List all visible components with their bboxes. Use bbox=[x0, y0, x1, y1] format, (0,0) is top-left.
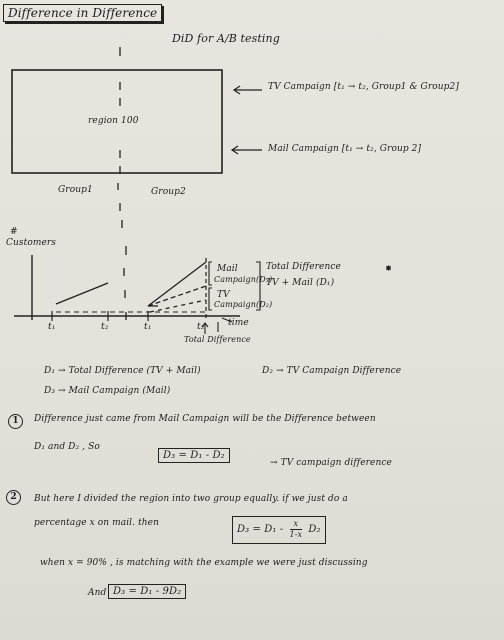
group2-label: Group2 bbox=[151, 187, 186, 197]
sparkle-mark bbox=[386, 266, 391, 271]
page-subtitle: DiD for A/B testing bbox=[172, 32, 280, 45]
definition-d1: D₁ → Total Difference (TV + Mail) bbox=[44, 366, 201, 376]
annotation-tv-campaign: Campaign(D₂) bbox=[214, 300, 273, 309]
point2-fraction bbox=[290, 519, 303, 540]
point1-formula: D₃ = D₁ - D₂ bbox=[158, 448, 230, 463]
tv-campaign-note: TV Campaign [t₁ → t₂, Group1 & Group2] bbox=[268, 82, 459, 92]
definition-d2: D₂ → TV Campaign Difference bbox=[262, 366, 402, 376]
point2-frac-num: x bbox=[290, 519, 303, 530]
point2-formula-right: D₂ bbox=[308, 524, 321, 535]
annotation-mail-campaign: Campaign(D₃) bbox=[214, 275, 273, 284]
group2-lines bbox=[148, 262, 206, 312]
total-difference-label: Total Difference bbox=[184, 335, 251, 344]
region-label: region 100 bbox=[88, 116, 139, 126]
tick-label-t1-group1: t₁ bbox=[48, 322, 56, 332]
group-divider-line bbox=[118, 47, 126, 320]
tick-label-t2-group1: t₂ bbox=[101, 322, 109, 332]
tv-plus-mail-label: TV + Mail (D₁) bbox=[266, 278, 335, 288]
mail-campaign-note: Mail Campaign [t₁ → t₂, Group 2] bbox=[268, 144, 422, 154]
annotation-mail-prefix: Mail bbox=[217, 264, 238, 274]
total-difference-heading: Total Difference bbox=[266, 262, 341, 272]
tick-label-t2-group2: t₂ bbox=[197, 322, 205, 332]
point1-text-line2: D₁ and D₂ , So bbox=[34, 442, 100, 452]
point2-and-formula: D₃ = D₁ - 9D₂ bbox=[108, 584, 186, 599]
point1-text-line1: Difference just came from Mail Campaign will be the Difference between bbox=[34, 414, 376, 424]
group1-line bbox=[56, 283, 108, 304]
point2-text-line2: percentage x on mail. then bbox=[34, 518, 160, 528]
point2-number: 2 bbox=[6, 490, 21, 505]
tick-label-t1-group2: t₁ bbox=[144, 322, 152, 332]
point1-arrow-note: → TV campaign difference bbox=[270, 458, 392, 468]
graph-ylabel: Customers bbox=[6, 238, 57, 248]
campaign-arrows bbox=[232, 86, 262, 154]
point2-frac-den: 1-x bbox=[289, 530, 303, 539]
definition-d3: D₃ → Mail Campaign (Mail) bbox=[44, 386, 171, 396]
point2-formula-left: D₃ = D₁ - bbox=[237, 524, 284, 535]
point2-text-line1: But here I divided the region into two group equally. if we just do a bbox=[34, 494, 348, 504]
point2-formula-box bbox=[232, 516, 326, 544]
point2-and-label: And bbox=[88, 588, 107, 598]
graph-ylabel-hash: # bbox=[10, 227, 18, 237]
point2-when-line: when x = 90% , is matching with the example we were just discussing bbox=[40, 558, 368, 568]
group1-label: Group1 bbox=[58, 185, 93, 195]
annotation-tv-prefix: TV bbox=[217, 290, 230, 300]
page-title: Difference in Difference bbox=[3, 4, 162, 22]
point1-number: 1 bbox=[8, 414, 23, 429]
graph-xlabel: time bbox=[228, 318, 249, 328]
